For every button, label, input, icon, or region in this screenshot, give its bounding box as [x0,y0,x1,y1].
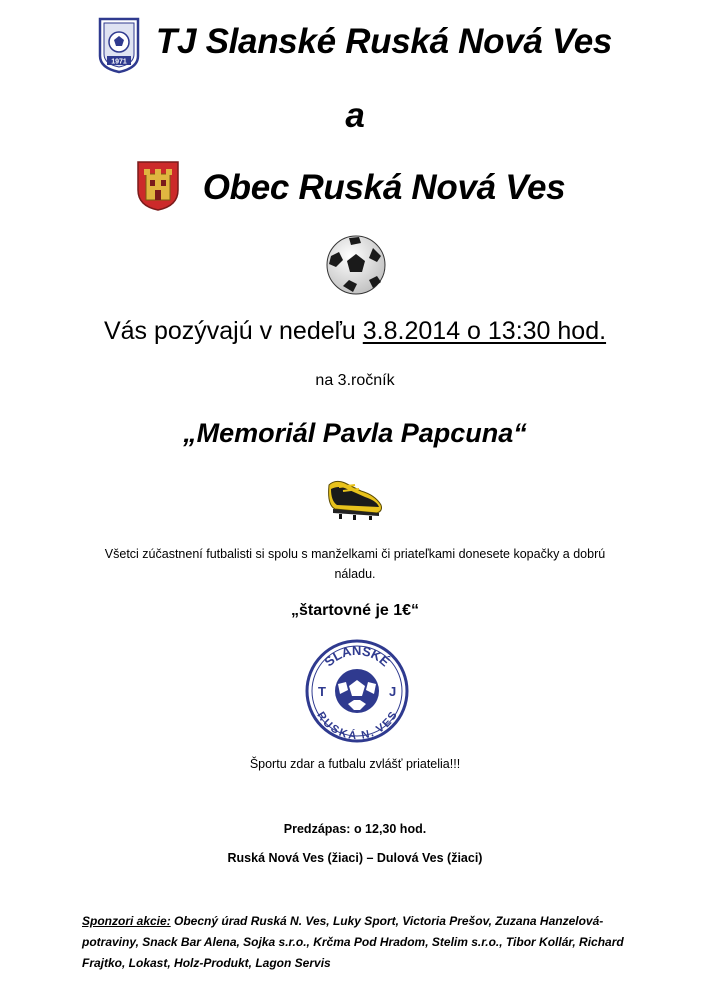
memorial-title: „Memoriál Pavla Papcuna“ [183,418,527,448]
club-logo-top-text: SLANSKÉ [321,642,393,670]
municipality-title: Obec Ruská Nová Ves [202,168,566,207]
club-round-logo [302,638,412,744]
conjunction: a [345,96,365,135]
entry-fee: „štartovné je 1€“ [290,602,420,619]
edition-text: na 3.ročník [315,372,395,389]
prematch-time: Predzápas: o 12,30 hod. [283,822,427,836]
invitation-line: Vás pozývajú v nedeľu 3.8.2014 o 13:30 hod. [103,317,607,345]
sponsors-list: Obecný úrad Ruská N. Ves, Luky Sport, Victoria Prešov, Zuzana Hanzelová-potraviny, Snack Bar Alena, Sojka s.r.o., Krčma Pod Hradom, Stelim s.r.o., Tibor Kollár, Richard Frajtko, Lokast, Holz-Produkt, Lagon Servis [82,914,624,970]
club-title: TJ Slanské Ruská Nová Ves [155,22,613,61]
club-logo-left-letter: T [318,684,326,699]
football-boot-icon [325,475,385,521]
club-logo-right-letter: J [389,684,397,699]
sponsors-paragraph [82,911,642,974]
message-paragraph: Všetci zúčastnení futbalisti si spolu s manželkami či priateľkami donesete kopačky a dobrú náladu. [104,547,606,581]
sponsors-label: Sponzori akcie: [82,914,171,928]
soccer-ball-icon [325,234,387,296]
prematch-teams: Ruská Nová Ves (žiaci) – Dulová Ves (žiaci) [227,851,483,865]
greeting-text: Športu zdar a futbalu zvlášť priatelia!!! [249,757,461,771]
club-logo-bottom-text: RUSKÁ N. VES [314,709,400,743]
tj-logo-year: 1971 [111,58,127,66]
event-datetime: 3.8.2014 o 13:30 hod. [362,317,607,345]
